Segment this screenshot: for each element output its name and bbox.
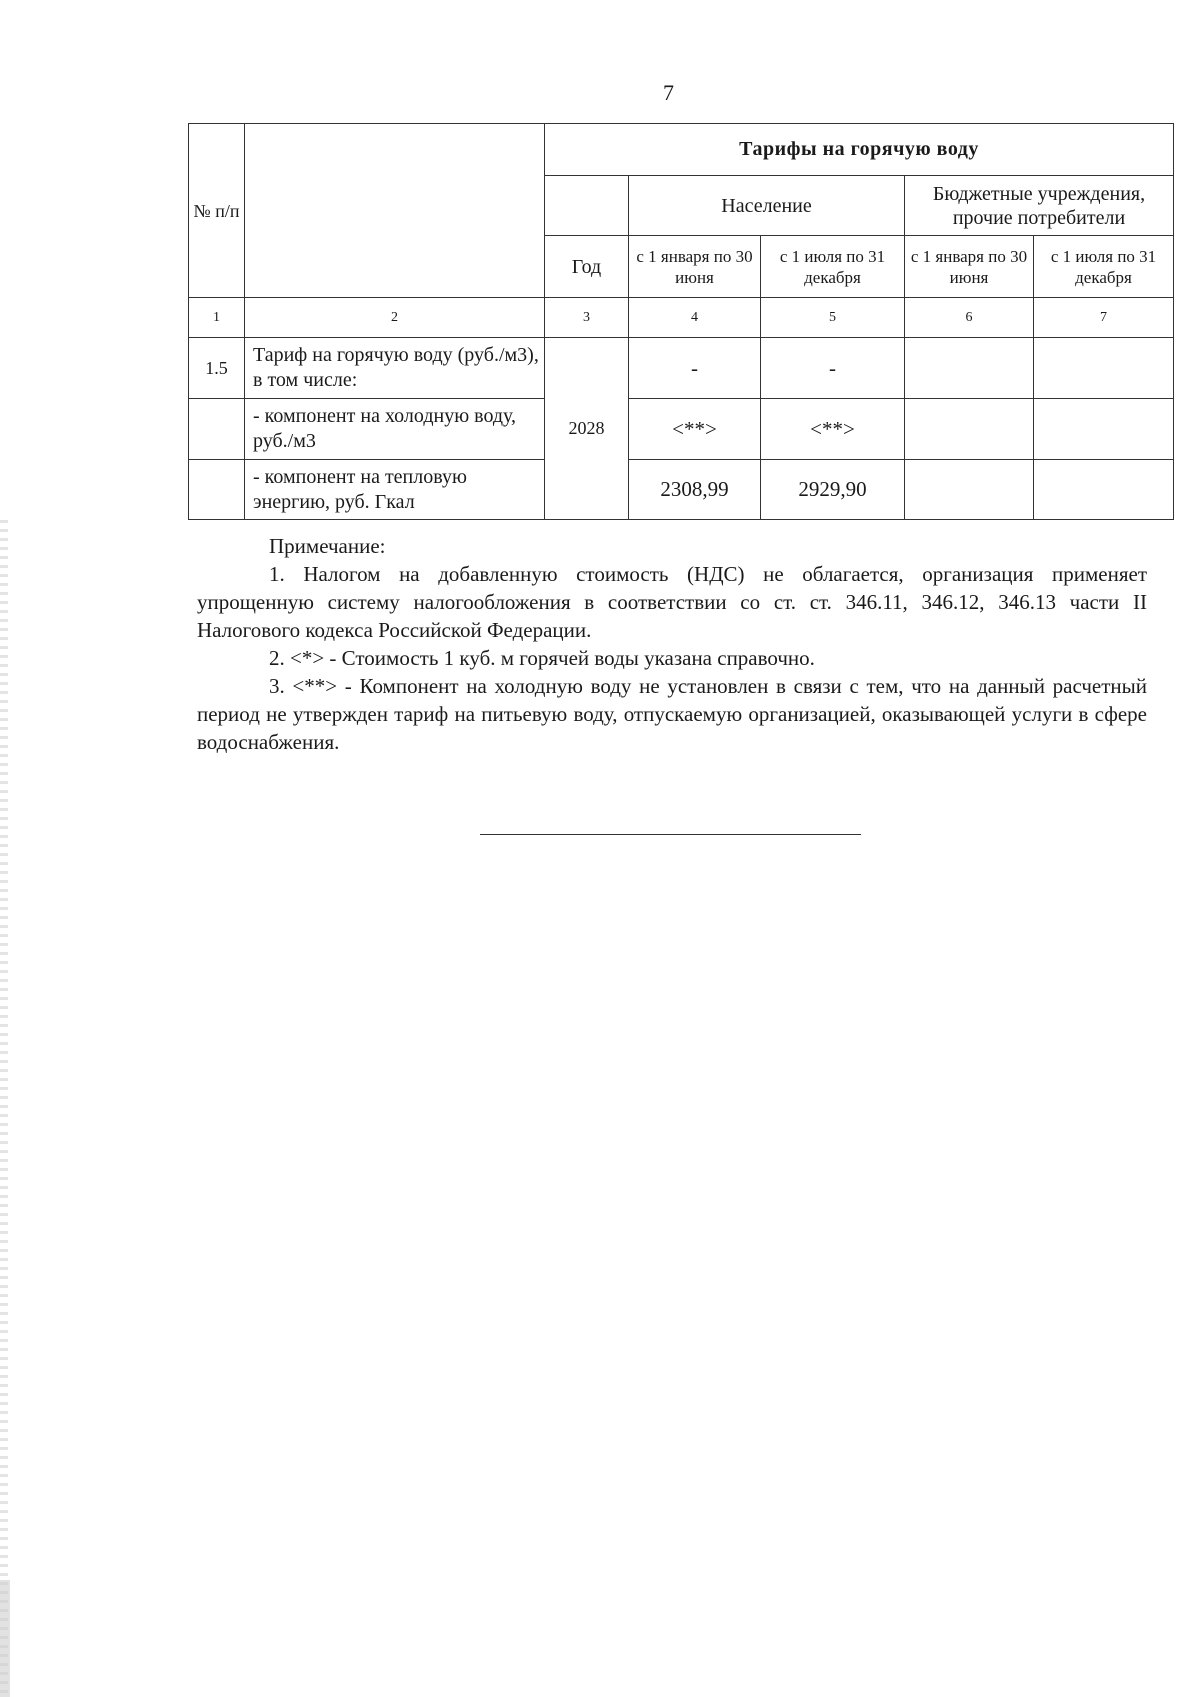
header-group-budget: Бюджетные учреждения, прочие потребители: [905, 176, 1174, 236]
page-number: 7: [663, 80, 674, 105]
index-cell: 1: [189, 298, 245, 338]
row-num: [189, 399, 245, 460]
header-num-cell: № п/п: [189, 124, 245, 298]
table-row: [189, 399, 1174, 460]
header-period-4: с 1 июля по 31 декабря: [1034, 236, 1174, 298]
index-cell: 3: [545, 298, 629, 338]
index-cell: 4: [629, 298, 761, 338]
header-year-spacer: [545, 176, 629, 236]
row-bud-1: [905, 460, 1034, 520]
tariff-table: [188, 123, 1174, 520]
row-name: Тариф на горячую воду (руб./м3), в том числе:: [245, 338, 545, 399]
scan-edge-artifact: [0, 520, 8, 1697]
notes-section: [197, 532, 1147, 756]
row-name: - компонент на тепловую энергию, руб. Гкал: [245, 460, 545, 520]
header-period-3: с 1 января по 30 июня: [905, 236, 1034, 298]
note-item: 3. <**> - Компонент на холодную воду не установлен в связи с тем, что на данный расчетный период не утвержден тариф на питьевую воду, отпускаемую организацией, оказывающей услуги в сфере водоснабжения.: [197, 674, 1147, 754]
end-rule: [480, 834, 861, 835]
row-bud-1: [905, 399, 1034, 460]
header-period-1: с 1 января по 30 июня: [629, 236, 761, 298]
row-pop-2: <**>: [761, 399, 905, 460]
index-cell: 7: [1034, 298, 1174, 338]
header-group-population: Население: [629, 176, 905, 236]
header-main-title: Тарифы на горячую воду: [545, 124, 1174, 176]
row-year: 2028: [545, 338, 629, 520]
row-pop-1: 2308,99: [629, 460, 761, 520]
row-bud-1: [905, 338, 1034, 399]
row-name: - компонент на холодную воду, руб./м3: [245, 399, 545, 460]
header-year: Год: [545, 236, 629, 298]
row-num: 1.5: [189, 338, 245, 399]
index-row: [189, 298, 1174, 338]
row-pop-2: 2929,90: [761, 460, 905, 520]
notes-title: Примечание:: [269, 534, 386, 558]
note-item: 2. <*> - Стоимость 1 куб. м горячей воды указана справочно.: [269, 646, 815, 670]
index-cell: 6: [905, 298, 1034, 338]
row-pop-2: -: [761, 338, 905, 399]
index-cell: 2: [245, 298, 545, 338]
index-cell: 5: [761, 298, 905, 338]
header-row-title: [189, 124, 1174, 176]
row-pop-1: -: [629, 338, 761, 399]
row-num: [189, 460, 245, 520]
table-row: [189, 460, 1174, 520]
note-item: 1. Налогом на добавленную стоимость (НДС) не облагается, организация применяет упрощенную систему налогообложения в соответствии со ст. ст. 346.11, 346.12, 346.13 части II Налогового кодекса Российской Федерации.: [197, 562, 1147, 642]
row-bud-2: [1034, 399, 1174, 460]
header-name-cell: [245, 124, 545, 298]
row-bud-2: [1034, 460, 1174, 520]
row-bud-2: [1034, 338, 1174, 399]
header-period-2: с 1 июля по 31 декабря: [761, 236, 905, 298]
scan-edge-shadow: [0, 1580, 10, 1697]
row-pop-1: <**>: [629, 399, 761, 460]
table-row: [189, 338, 1174, 399]
